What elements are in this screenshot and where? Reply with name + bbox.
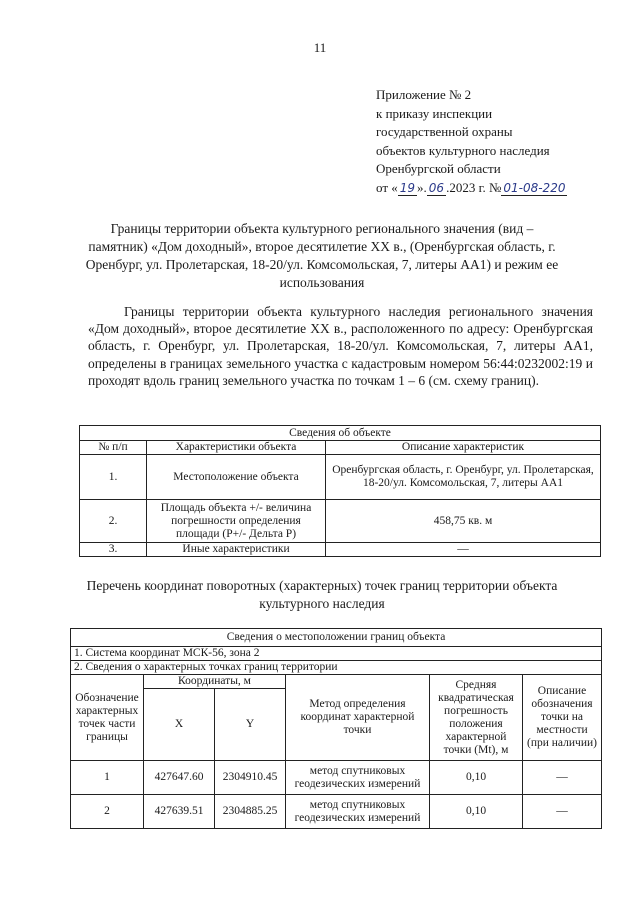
table-header: Характеристики объекта [147,441,326,455]
appendix-date-line [376,179,567,198]
table-cell: метод спутниковых геодезических измерений [286,761,430,795]
table-cell: 1 [71,761,144,795]
table-cell: Иные характеристики [147,543,326,557]
points-caption: 2. Сведения о характерных точках границ территории [71,661,602,675]
header-x: X [144,689,215,761]
appendix-line: государственной охраны [376,124,513,139]
document-title: Границы территории объекта культурного регионального значения (вид – памятник) «Дом доходный», второе десятилетие XX в., (Оренбургская область, г. Оренбург, ул. Пролетарская, 18-20/ул. Комсомольская, 7, литеры АА1) и режим ее использования [85,221,559,290]
header-method: Метод определения координат характерной точки [286,675,430,761]
header-error: Средняя квадратическая погрешность положения характерной точки (Mt), м [430,675,523,761]
table-row [71,761,602,795]
coordinates-table [70,628,602,829]
description-paragraph [88,303,593,389]
table-header: № п/п [80,441,147,455]
header-coordinates: Координаты, м [144,675,286,689]
table-cell: 2 [71,795,144,829]
table-cell: 2. [80,500,147,543]
appendix-header [376,86,567,197]
table-cell: 3. [80,543,147,557]
table-cell: 427647.60 [144,761,215,795]
coordinate-system: 1. Система координат МСК-56, зона 2 [71,647,602,661]
date-month: 06 [428,180,445,195]
appendix-line: к приказу инспекции [376,105,493,121]
table-cell: 427639.51 [144,795,215,829]
date-prefix: от « [376,179,398,195]
order-number: 01-08-220 [503,180,566,195]
page-number: 11 [313,40,327,55]
table-row [71,795,602,829]
appendix-line: Оренбургской области [376,161,501,176]
table-row [80,543,601,557]
date-year: .2023 г. № [446,179,502,195]
paragraph-text: Границы территории объекта культурного наследия регионального значения «Дом доходный», второе десятилетие XX в., расположенного по адресу: Оренбургская область, г. Оренбург, ул. Пролетарская, 18-20/ул. Комсомольская, 7, литеры АА1, определены в границах земельного участка с кадастровым номером 56:44:0232002:19 и проходят вдоль границ земельного участка по точкам 1 – 6 (см. схему границ). [88,304,593,388]
table-cell: — [326,543,601,557]
appendix-line: объектов культурного наследия [376,142,550,158]
table-caption: Сведения о местоположении границ объекта [71,629,602,647]
date-day: 19 [399,180,416,195]
table-caption: Сведения об объекте [80,426,601,441]
table-cell: 0,10 [430,761,523,795]
table-cell: метод спутниковых геодезических измерений [286,795,430,829]
header-y: Y [215,689,286,761]
table-cell: — [523,795,602,829]
table-cell: 0,10 [430,795,523,829]
table-cell: Площадь объекта +/- величина погрешности определения площади (Р+/- Дельта Р) [147,500,326,543]
table-cell: Оренбургская область, г. Оренбург, ул. Пролетарская, 18-20/ул. Комсомольская, 7, литеры АА1 [326,455,601,500]
coordinates-title: Перечень координат поворотных (характерных) точек границ территории объекта культурного наследия [86,578,558,611]
header-description: Описание обозначения точки на местности (при наличии) [523,675,602,761]
table-row [80,500,601,543]
table-row [80,455,601,500]
table-cell: 1. [80,455,147,500]
date-mid: ». [417,179,427,195]
table-cell: Местоположение объекта [147,455,326,500]
object-info-table [79,425,601,557]
table-cell: 2304885.25 [215,795,286,829]
table-cell: 458,75 кв. м [326,500,601,543]
header-designation: Обозначение характерных точек части границы [71,675,144,761]
table-cell: — [523,761,602,795]
table-cell: 2304910.45 [215,761,286,795]
appendix-line: Приложение № 2 [376,87,472,102]
table-header: Описание характеристик [326,441,601,455]
